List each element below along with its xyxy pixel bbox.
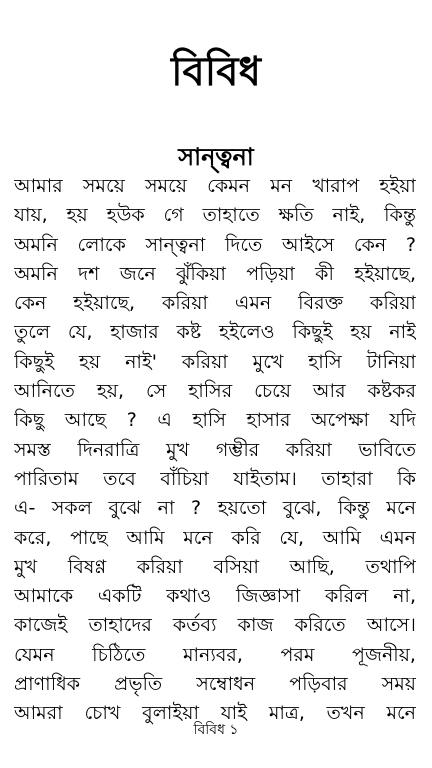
word: কেমন: [207, 175, 251, 197]
word: করিয়া: [162, 292, 208, 315]
word: বিষণ্ণ: [67, 555, 107, 578]
word: কেন: [14, 292, 47, 315]
word: মুখ: [14, 555, 38, 578]
word: নাই,: [332, 204, 366, 227]
text-line: [14, 406, 416, 435]
word: মনে: [386, 702, 416, 725]
word: পাছে: [70, 526, 108, 549]
word: পারিতাম: [14, 467, 79, 490]
text-line: [14, 172, 416, 201]
word: ভাবিতে: [358, 438, 416, 461]
word: মুখে: [252, 350, 284, 373]
word: বিরক্ত: [298, 292, 344, 315]
word: না: [157, 497, 175, 520]
word: যায়,: [14, 204, 48, 227]
word: যে,: [279, 526, 305, 549]
word: আইসে: [281, 233, 335, 256]
word: আছে: [64, 409, 107, 432]
text-line: [14, 582, 416, 611]
word: কাজ: [237, 614, 274, 637]
word: যাইতাম।: [233, 467, 297, 490]
word: টানিয়া: [366, 350, 416, 373]
word: কী: [315, 262, 334, 285]
book-title: বিবিধ: [171, 49, 261, 95]
word: হয়,: [96, 380, 125, 403]
word: কিন্তু: [384, 204, 416, 227]
word: প্রাণাধিক: [14, 673, 81, 696]
text-line: [14, 553, 416, 582]
word: প্রভৃতি: [114, 673, 163, 696]
word: গম্ভীর: [215, 438, 260, 461]
word: অমনি: [14, 233, 58, 256]
word: হাজার: [110, 321, 159, 344]
word: তাহারা: [321, 467, 373, 490]
word: কিছু: [14, 409, 45, 432]
word: হাসার: [246, 409, 291, 432]
word: আছি,: [289, 555, 335, 578]
word: বাঁচিয়া: [160, 467, 209, 490]
word: বুঝে: [108, 497, 142, 520]
word: কাজেই: [14, 614, 68, 637]
word: কথাও: [166, 585, 212, 608]
word: নাই': [125, 350, 158, 373]
text-line: [14, 524, 416, 553]
page-footer: বিবিধ ১: [193, 722, 239, 738]
word: হউক: [106, 204, 145, 227]
word: মুখ: [166, 438, 190, 461]
word: কেন: [353, 233, 387, 256]
word: সান্ত্বনা: [145, 233, 206, 256]
word: লোকে: [77, 233, 126, 256]
word: কিন্তু: [338, 497, 370, 520]
word: মান্যবর,: [182, 643, 243, 666]
text-line: [14, 260, 416, 289]
word: বসিয়া: [213, 555, 259, 578]
word: হাসি: [308, 350, 342, 373]
text-line: [14, 231, 416, 260]
word: কর্তব্য: [172, 614, 217, 637]
word: আমি: [322, 526, 361, 549]
word: মনে: [183, 526, 213, 549]
word: পূজনীয়,: [352, 643, 416, 666]
word: চোখ: [84, 702, 121, 725]
word: আমি: [126, 526, 165, 549]
word: ?: [405, 233, 416, 256]
word: পরম: [280, 643, 315, 666]
word: এমন: [379, 526, 416, 549]
word: তাহাতে: [202, 204, 260, 227]
word: হয়তো: [217, 497, 267, 520]
word: ঝুঁকিয়া: [176, 262, 226, 285]
word: আনিতে: [14, 380, 75, 403]
section-title: সান্ত্বনা: [178, 143, 254, 171]
word: কিছুই: [292, 321, 333, 344]
word: দিনরাত্রি: [77, 438, 140, 461]
word: বুঝে,: [282, 497, 322, 520]
word: তথাপি: [365, 555, 416, 578]
word: কি: [397, 467, 416, 490]
word: করিয়া: [370, 292, 416, 315]
word: পড়িয়া: [246, 262, 295, 285]
word: একটি: [97, 585, 142, 608]
word: মন: [270, 175, 293, 197]
word: খারাপ: [312, 175, 360, 197]
word: আর: [312, 380, 346, 403]
word: হইয়াছে,: [354, 262, 416, 285]
word: আমরা: [14, 702, 63, 725]
text-line: [14, 436, 416, 465]
word: ক্ষতি: [278, 204, 314, 227]
body-text: [14, 172, 416, 729]
word: অপেক্ষা: [311, 409, 369, 432]
word: যাই: [220, 702, 248, 725]
word: করিল: [325, 585, 369, 608]
word: জনে: [119, 262, 156, 285]
text-line: [14, 289, 416, 318]
word: যদি: [389, 409, 416, 432]
word: জিজ্ঞাসা: [236, 585, 301, 608]
word: যে,: [67, 321, 93, 344]
word: তখন: [326, 702, 365, 725]
word: চিঠিতে: [92, 643, 146, 666]
word: সম্বোধন: [196, 673, 256, 696]
word: কিছুই: [14, 350, 55, 373]
word: এ-: [14, 497, 36, 520]
word: করে,: [14, 526, 52, 549]
text-line: [14, 641, 416, 670]
word: করিয়া: [136, 555, 183, 578]
word: তুলে: [14, 321, 51, 344]
word: করিয়া: [181, 350, 228, 373]
word: কষ্টকর: [367, 380, 416, 403]
word: হাসির: [188, 380, 233, 403]
word: এমন: [234, 292, 272, 315]
word: ?: [191, 497, 202, 520]
text-line: [14, 611, 416, 640]
word: সে: [146, 380, 167, 403]
word: দিতে: [224, 233, 263, 256]
word: তাহাদের: [88, 614, 152, 637]
word: হয়: [79, 350, 101, 373]
word: করিতে: [294, 614, 346, 637]
text-line: [14, 201, 416, 230]
word: সময়: [381, 673, 416, 696]
word: নাই: [389, 321, 416, 344]
word: কষ্ট: [176, 321, 202, 344]
text-line: [14, 377, 416, 406]
word: হইয়াছে,: [73, 292, 136, 315]
word: যেমন: [14, 643, 55, 666]
word: করি: [231, 526, 261, 549]
text-line: [14, 348, 416, 377]
word: গে: [163, 204, 184, 227]
word: এ: [157, 409, 172, 432]
text-line: [14, 670, 416, 699]
word: আমাকে: [14, 585, 74, 608]
word: হাসি: [192, 409, 226, 432]
text-line: [14, 318, 416, 347]
word: হয়: [350, 321, 372, 344]
word: পড়িবার: [289, 673, 348, 696]
word: মাত্র,: [268, 702, 305, 725]
word: আসে।: [366, 614, 416, 637]
word: সময়ে: [82, 175, 125, 197]
word: সকল: [51, 497, 92, 520]
word: সময়ে: [145, 175, 187, 197]
word: না,: [393, 585, 416, 608]
word: আমার: [14, 175, 63, 197]
text-line: [14, 494, 416, 523]
word: অমনি: [14, 262, 58, 285]
word: হয়: [66, 204, 88, 227]
word: বুলাইয়া: [142, 702, 199, 725]
word: করিয়া: [285, 438, 332, 461]
word: হইলেও: [218, 321, 275, 344]
word: ?: [126, 409, 137, 432]
word: হইয়া: [379, 175, 416, 197]
word: মনে: [386, 497, 416, 520]
word: সমস্ত: [14, 438, 51, 461]
text-line: [14, 465, 416, 494]
word: তবে: [103, 467, 136, 490]
word: চেয়ে: [254, 380, 291, 403]
word: দশ: [78, 262, 100, 285]
